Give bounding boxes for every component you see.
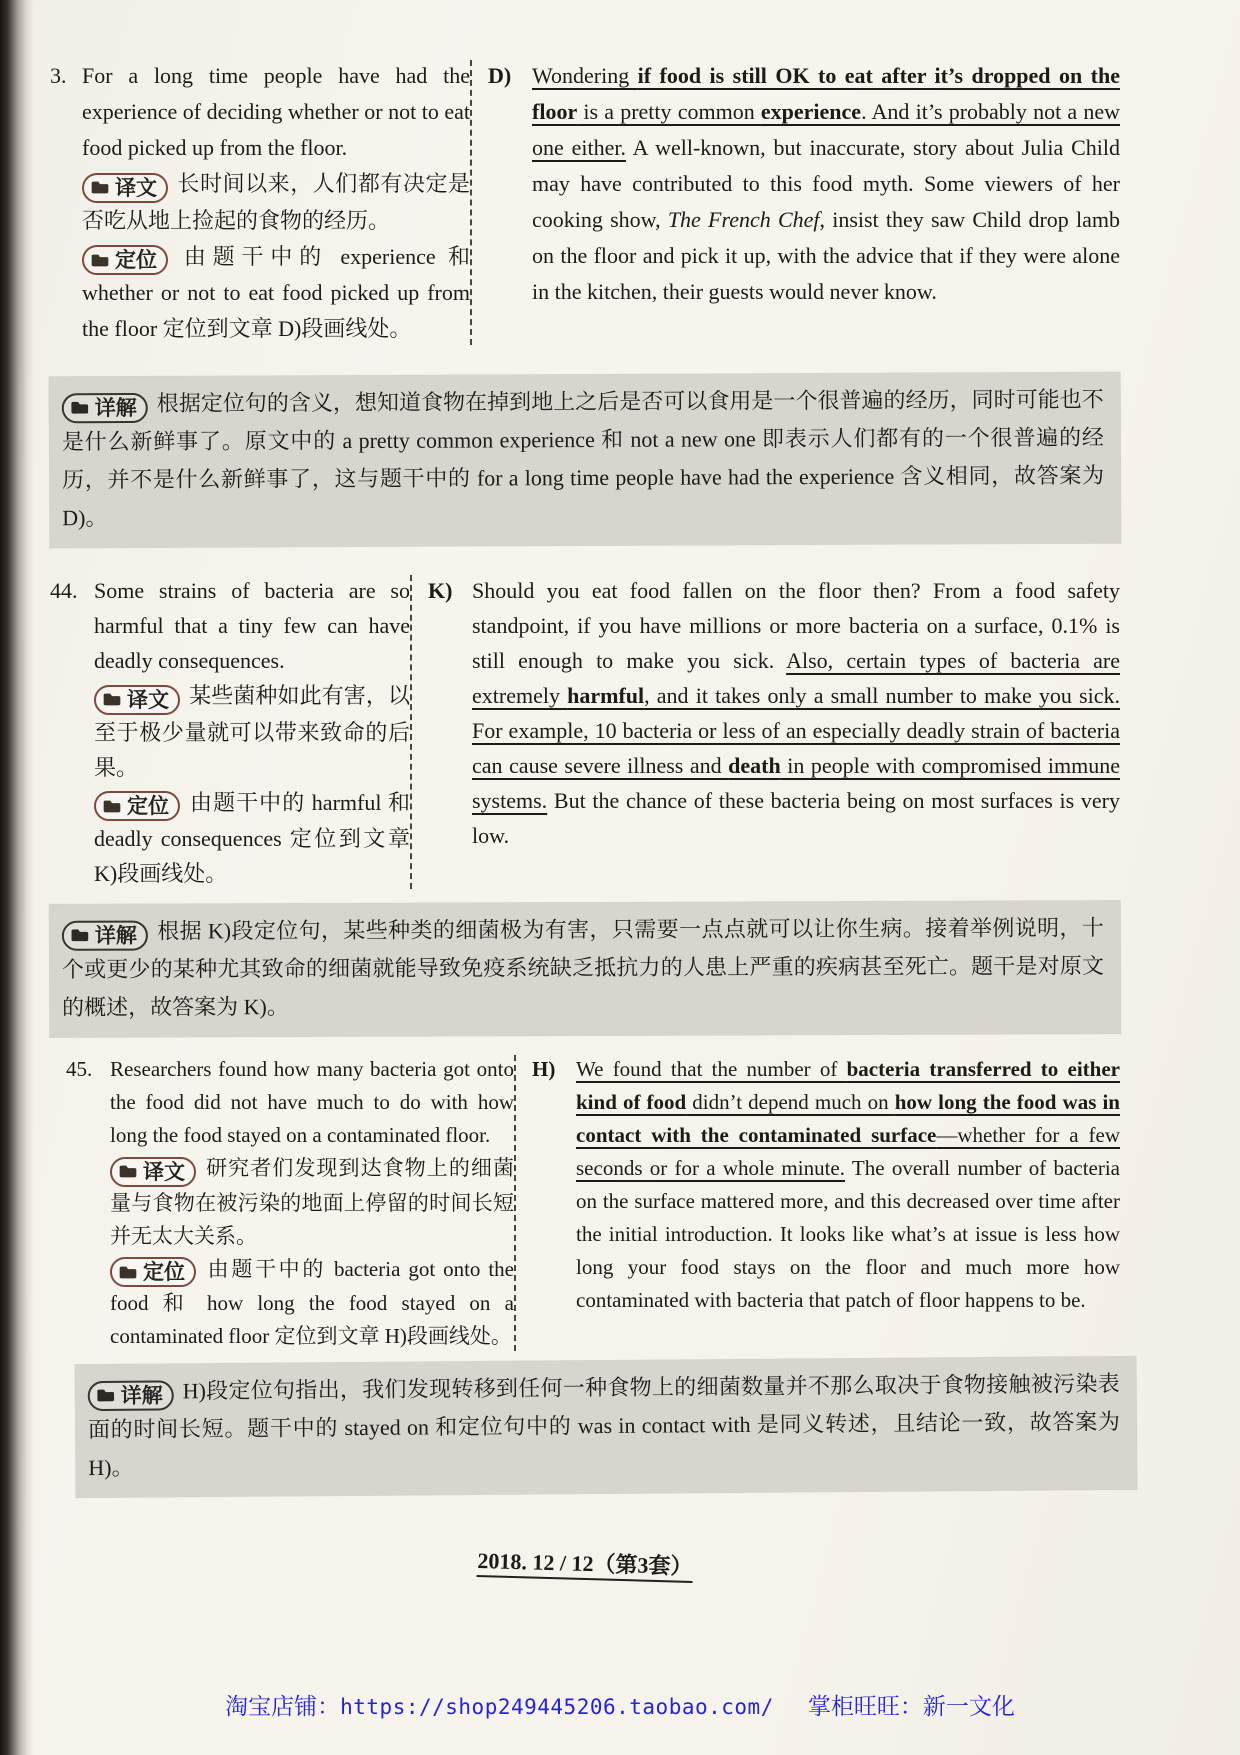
locate-text: 由题干中的 bacteria got onto the food 和 how long the food stayed on a contaminated floor 定位到文章 H)段画线处。 xyxy=(110,1256,514,1348)
question-block-44 xyxy=(50,573,1120,891)
explanation-tag xyxy=(62,392,148,422)
shop-prefix: 淘宝店铺： xyxy=(225,1694,341,1719)
folder-icon xyxy=(118,1265,138,1280)
folder-icon xyxy=(102,692,122,707)
answer-letter: H) xyxy=(532,1057,556,1081)
locate-paragraph xyxy=(82,239,470,348)
answer-column xyxy=(412,573,1120,891)
folder-icon xyxy=(118,1164,138,1179)
locate-tag xyxy=(82,245,168,275)
answer-letter: D) xyxy=(488,63,512,88)
translation-text: 长时间以来，人们都有决定是否吃从地上捡起的食物的经历。 xyxy=(82,171,470,233)
question-column xyxy=(50,573,410,891)
translation-paragraph xyxy=(82,166,470,239)
answer-letter: K) xyxy=(428,578,453,603)
locate-tag xyxy=(110,1257,196,1287)
explanation-box xyxy=(50,901,1120,1037)
question-block-45 xyxy=(66,1053,1120,1353)
locate-tag xyxy=(94,791,180,821)
tag-label: 详解 xyxy=(120,1382,163,1408)
tag-label: 译文 xyxy=(127,687,169,712)
locate-paragraph xyxy=(110,1253,514,1354)
question-number: 3. xyxy=(50,63,67,88)
question-stem: For a long time people have had the experience of deciding whether or not to eat food picked up from the floor. xyxy=(82,63,470,160)
explanation-box xyxy=(75,1357,1136,1497)
tag-label: 定位 xyxy=(127,794,169,818)
shop-wangwang: 掌柜旺旺：新一文化 xyxy=(807,1694,1015,1719)
explanation-box xyxy=(50,373,1121,548)
question-number: 45. xyxy=(66,1057,93,1081)
tag-label: 详解 xyxy=(94,395,137,420)
shop-url-link[interactable]: https://shop249445206.taobao.com/ xyxy=(340,1695,774,1719)
folder-icon xyxy=(102,799,122,814)
answer-column xyxy=(472,58,1120,347)
explanation-tag xyxy=(62,920,148,950)
explanation-text: H)段定位句指出，我们发现转移到任何一种食物上的细菌数量并不那么取决于食物接触被污染表面的时间长短。题干中的 stayed on 和定位句中的 was in contact with 是同义转述，且结论一致，故答案为H)。 xyxy=(87,1370,1121,1481)
answer-paragraph: Wondering if food is still OK to eat after it’s dropped on the floor is a pretty common experience. And it’s probably not a new one either. A well-known, but inaccurate, story about Julia Child may have contributed to this food myth. Some viewers of her cooking show, The French Chef, insist they saw Child drop lamb on the floor and pick it up, with the advice that if they were alone in the kitchen, their guests would never know. xyxy=(532,63,1121,304)
tag-label: 定位 xyxy=(143,1260,185,1284)
translation-paragraph xyxy=(110,1152,514,1253)
tag-label: 详解 xyxy=(94,923,137,948)
scan-shadow-edge xyxy=(0,0,34,1755)
tag-label: 定位 xyxy=(115,248,157,272)
translation-paragraph xyxy=(94,678,410,785)
answer-paragraph: We found that the number of bacteria transferred to either kind of food didn’t depend much on how long the food was in contact with the contaminated surface—whether for a few seconds or for a whole minute. The overall number of bacteria on the surface mattered more, and this decreased over time after the initial introduction. It looks like what’s at issue is less how long your food stays on the floor and much more how contaminated with bacteria that patch of floor happens to be. xyxy=(576,1057,1120,1312)
translation-tag xyxy=(82,173,168,203)
folder-icon xyxy=(96,1388,116,1403)
page-content xyxy=(50,58,1120,1578)
explanation-tag xyxy=(88,1380,174,1411)
locate-text: 由题干中的 experience 和 whether or not to eat food picked up from the floor 定位到文章 D)段画线处。 xyxy=(82,243,470,341)
folder-icon xyxy=(90,180,110,195)
explanation-text: 根据 K)段定位句，某些种类的细菌极为有害，只需要一点点就可以让你生病。接着举例说明，十个或更少的某种尤其致命的细菌就能导致免疫系统缺乏抵抗力的人患上严重的疾病甚至死亡。题干是对原文的概述，故答案为 K)。 xyxy=(61,915,1105,1020)
locate-paragraph xyxy=(94,785,410,892)
explanation-text: 根据定位句的含义，想知道食物在掉到地上之后是否可以食用是一个很普遍的经历，同时可能也不是什么新鲜事了。原文中的 a pretty common experience 和 not a new one 即表示人们都有的一个很普遍的经历，并不是什么新鲜事了，这与题干中的 for a long time people have had the experience 含义相同，故答案为D)。 xyxy=(61,386,1105,531)
locate-text: 由题干中的 harmful 和 deadly consequences 定位到文章 K)段画线处。 xyxy=(94,789,410,886)
question-column xyxy=(66,1053,514,1353)
folder-icon xyxy=(90,253,110,268)
folder-icon xyxy=(70,400,90,415)
folder-icon xyxy=(70,928,90,943)
shop-footer xyxy=(0,1688,1240,1721)
question-column xyxy=(50,58,470,347)
answer-column xyxy=(516,1053,1120,1353)
translation-text: 某些菌种如此有害，以至于极少量就可以带来致命的后果。 xyxy=(94,683,410,780)
translation-tag xyxy=(94,685,180,715)
tag-label: 译文 xyxy=(143,1159,185,1184)
translation-tag xyxy=(110,1157,196,1187)
question-stem: Some strains of bacteria are so harmful that a tiny few can have deadly consequences. xyxy=(94,578,410,673)
question-stem: Researchers found how many bacteria got onto the food did not have much to do with how long the food stayed on a contaminated floor. xyxy=(110,1057,514,1147)
footer-set-label: 2018. 12 / 12（第3套） xyxy=(50,1532,1120,1593)
answer-paragraph: Should you eat food fallen on the floor then? From a food safety standpoint, if you have millions or more bacteria on a surface, 0.1% is still enough to make you sick. Also, certain types of bacteria are extremely harmful, and it takes only a small number to make you sick. For example, 10 bacteria or less of an especially deadly strain of bacteria can cause severe illness and death in people with compromised immune systems. But the chance of these bacteria being on most surfaces is very low. xyxy=(472,578,1120,848)
question-block-43 xyxy=(50,58,1120,347)
tag-label: 译文 xyxy=(115,175,157,200)
translation-text: 研究者们发现到达食物上的细菌量与食物在被污染的地面上停留的时间长短并无太大关系。 xyxy=(110,1156,514,1248)
question-number: 44. xyxy=(50,578,78,603)
